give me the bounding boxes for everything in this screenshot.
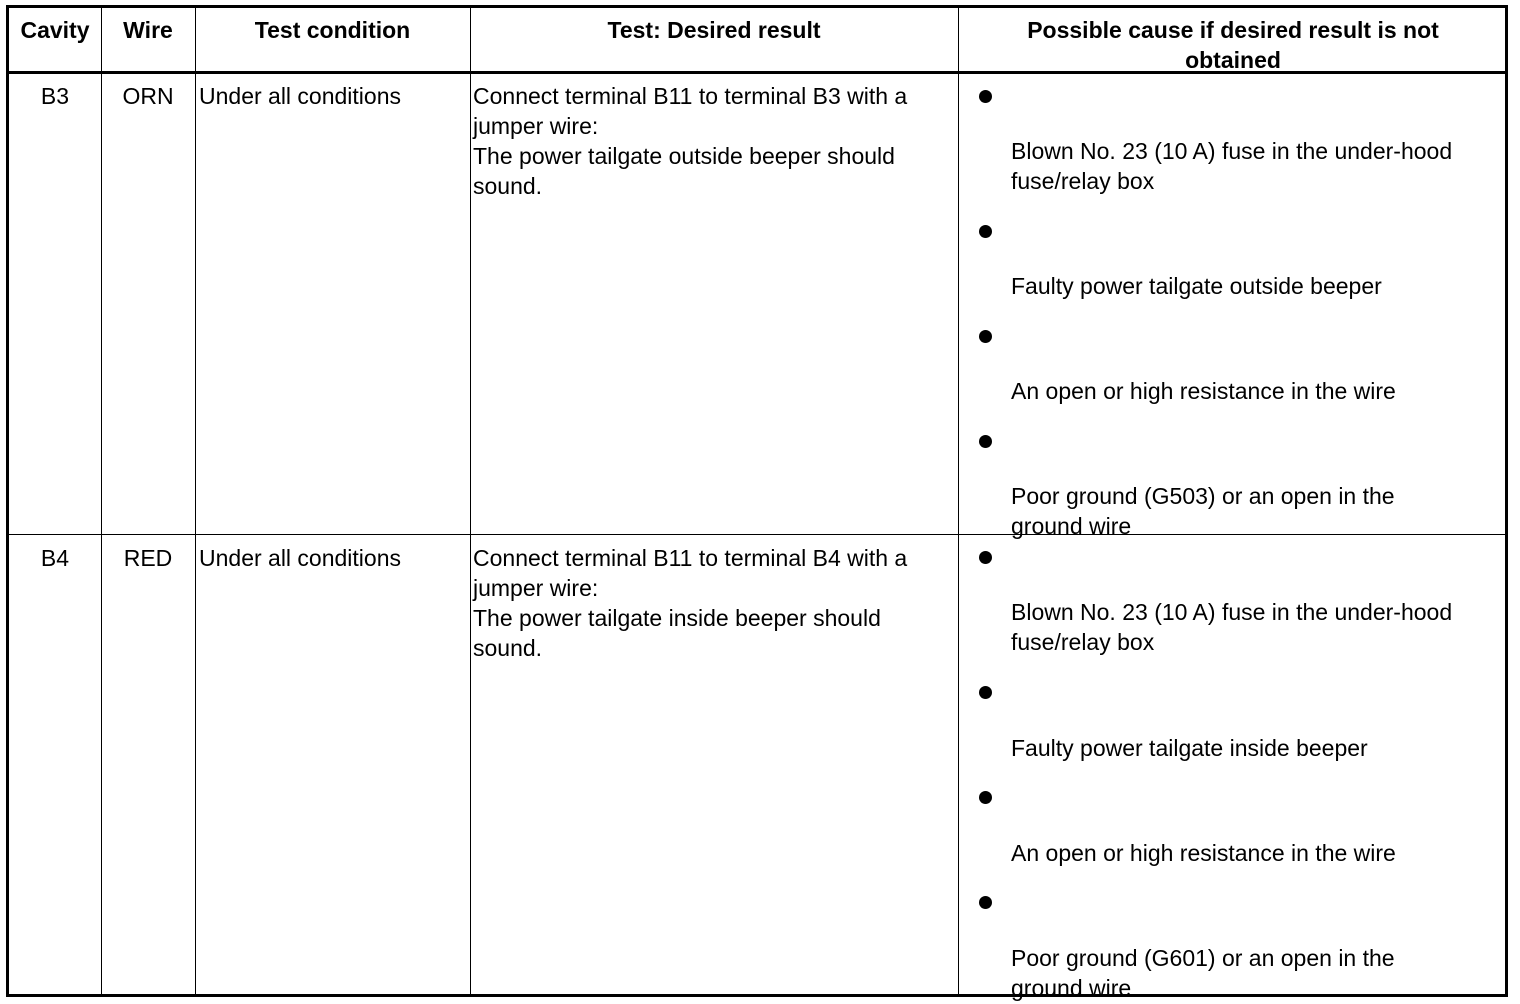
header-possible-cause-line: obtained — [1185, 47, 1281, 73]
header-desired-result: Test: Desired result — [607, 17, 821, 43]
bullet-icon — [979, 330, 992, 343]
possible-cause-line: An open or high resistance in the wire — [1011, 378, 1396, 404]
bullet-icon — [979, 90, 992, 103]
diagnostic-table — [6, 5, 1508, 1001]
header-test-condition: Test condition — [254, 17, 411, 43]
possible-cause-line: Poor ground (G601) or an open in the — [1011, 945, 1395, 971]
possible-cause-item — [1011, 136, 1452, 196]
bullet-icon — [979, 551, 992, 564]
column-divider — [101, 8, 102, 994]
desired-result-line: Connect terminal B11 to terminal B4 with a — [473, 545, 908, 571]
possible-cause-item — [1011, 597, 1452, 657]
desired-result-line: sound. — [473, 635, 543, 661]
desired-result-line: jumper wire: — [473, 575, 599, 601]
header-wire: Wire — [123, 17, 173, 43]
bullet-icon — [979, 686, 992, 699]
possible-cause-line: Poor ground (G503) or an open in the — [1011, 483, 1395, 509]
possible-cause-item — [1011, 838, 1396, 868]
bullet-icon — [979, 791, 992, 804]
cell-desired-result — [473, 81, 907, 201]
column-divider — [195, 8, 196, 994]
desired-result-line: Connect terminal B11 to terminal B3 with a — [473, 83, 908, 109]
bullet-icon — [979, 896, 992, 909]
cell-wire: ORN — [122, 83, 174, 109]
desired-result-line: The power tailgate inside beeper should — [473, 605, 881, 631]
possible-cause-item — [1011, 943, 1395, 1003]
cell-wire: RED — [123, 545, 173, 571]
possible-cause-line: Blown No. 23 (10 A) fuse in the under-hood — [1011, 599, 1453, 625]
possible-cause-item — [1011, 733, 1368, 763]
possible-cause-line: ground wire — [1011, 975, 1132, 1001]
possible-cause-item — [1011, 481, 1395, 541]
possible-cause-item — [1011, 376, 1396, 406]
possible-cause-line: fuse/relay box — [1011, 168, 1155, 194]
column-divider — [958, 8, 959, 994]
cell-cavity: B4 — [40, 545, 70, 571]
possible-cause-line: ground wire — [1011, 513, 1132, 539]
header-possible-cause — [958, 15, 1508, 75]
possible-cause-line: Faulty power tailgate outside beeper — [1011, 273, 1382, 299]
possible-cause-item — [1011, 271, 1382, 301]
bullet-icon — [979, 435, 992, 448]
header-possible-cause-line: Possible cause if desired result is not — [1027, 17, 1439, 43]
cell-test-condition: Under all conditions — [199, 545, 402, 571]
possible-cause-line: Blown No. 23 (10 A) fuse in the under-hood — [1011, 138, 1453, 164]
column-divider — [470, 8, 471, 994]
cell-desired-result — [473, 543, 907, 663]
possible-cause-line: An open or high resistance in the wire — [1011, 840, 1396, 866]
possible-cause-line: Faulty power tailgate inside beeper — [1011, 735, 1368, 761]
desired-result-line: The power tailgate outside beeper should — [473, 143, 895, 169]
desired-result-line: jumper wire: — [473, 113, 599, 139]
header-cavity: Cavity — [20, 17, 90, 43]
cell-cavity: B3 — [40, 83, 70, 109]
possible-cause-line: fuse/relay box — [1011, 629, 1155, 655]
cell-test-condition: Under all conditions — [199, 83, 402, 109]
desired-result-line: sound. — [473, 173, 543, 199]
bullet-icon — [979, 225, 992, 238]
